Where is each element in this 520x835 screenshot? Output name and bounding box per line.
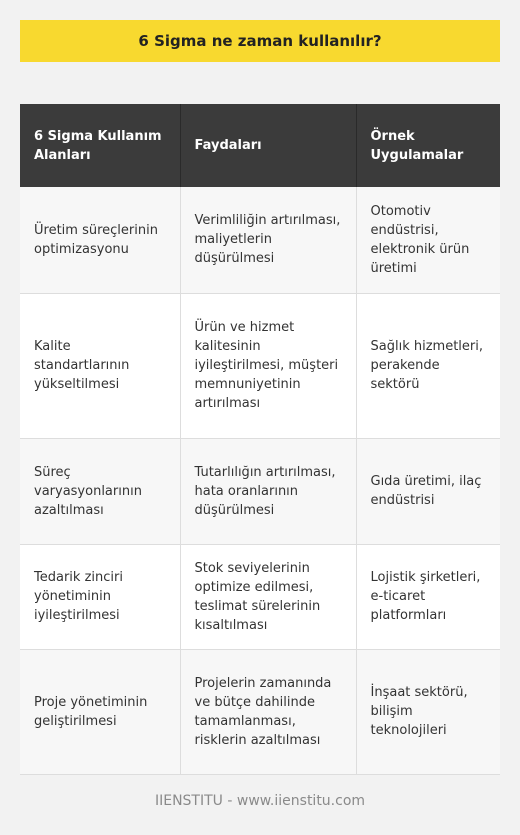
footer-credit: IIENSTITU - www.iienstitu.com (154, 793, 366, 809)
table-row (20, 187, 500, 293)
usage-area-cell: Tedarik zinciri yönetiminin iyileştirilmesi (20, 544, 180, 649)
benefit-cell: Tutarlılığın artırılması, hata oranlarının düşürülmesi (180, 438, 356, 544)
table-row (20, 544, 500, 649)
example-cell: Otomotiv endüstrisi, elektronik ürün üretimi (356, 187, 500, 293)
example-cell: Sağlık hizmetleri, perakende sektörü (356, 293, 500, 438)
example-cell: Lojistik şirketleri, e-ticaret platformları (356, 544, 500, 649)
table-row (20, 293, 500, 438)
column-header-usage-areas: 6 Sigma Kullanım Alanları (20, 104, 180, 187)
table-row (20, 649, 500, 774)
usage-area-cell: Üretim süreçlerinin optimizasyonu (20, 187, 180, 293)
page-title: 6 Sigma ne zaman kullanılır? (20, 20, 500, 62)
example-cell: İnşaat sektörü, bilişim teknolojileri (356, 649, 500, 774)
table-row (20, 438, 500, 544)
example-cell: Gıda üretimi, ilaç endüstrisi (356, 438, 500, 544)
benefit-cell: Ürün ve hizmet kalitesinin iyileştirilmesi, müşteri memnuniyetinin artırılması (180, 293, 356, 438)
table-header-row (20, 104, 500, 187)
column-header-examples: Örnek Uygulamalar (356, 104, 500, 187)
column-header-benefits: Faydaları (180, 104, 356, 187)
benefit-cell: Verimliliğin artırılması, maliyetlerin düşürülmesi (180, 187, 356, 293)
usage-area-cell: Kalite standartlarının yükseltilmesi (20, 293, 180, 438)
usage-area-cell: Süreç varyasyonlarının azaltılması (20, 438, 180, 544)
usage-area-cell: Proje yönetiminin geliştirilmesi (20, 649, 180, 774)
benefit-cell: Projelerin zamanında ve bütçe dahilinde tamamlanması, risklerin azaltılması (180, 649, 356, 774)
sigma-usage-table (20, 104, 500, 775)
benefit-cell: Stok seviyelerinin optimize edilmesi, teslimat sürelerinin kısaltılması (180, 544, 356, 649)
